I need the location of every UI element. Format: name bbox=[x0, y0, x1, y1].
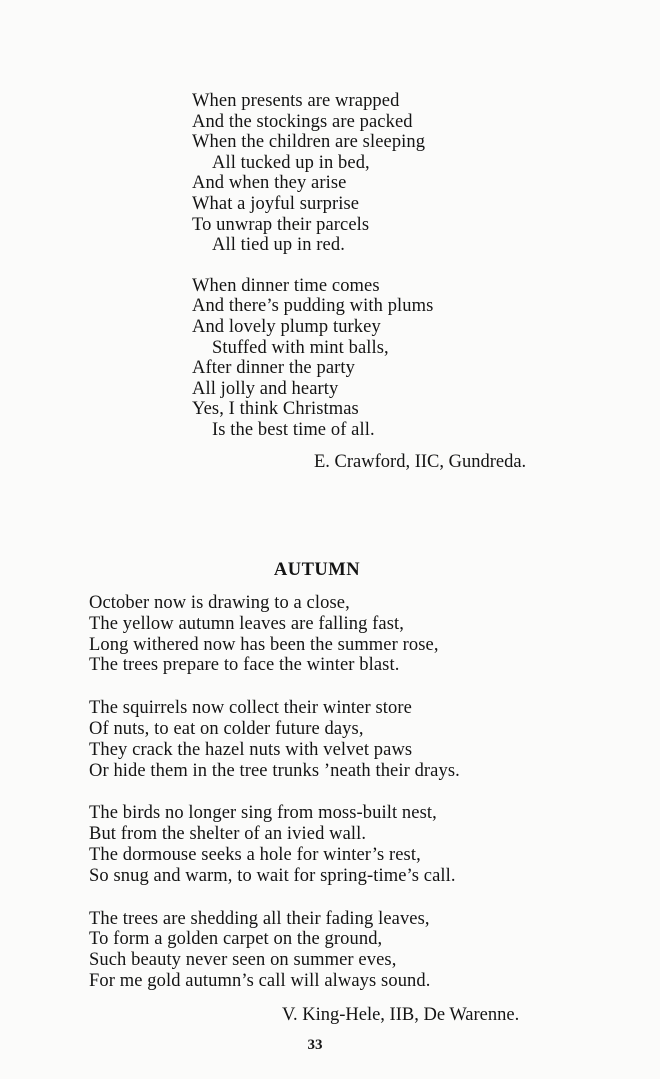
poem-line: The trees prepare to face the winter blast. bbox=[89, 655, 400, 676]
page-number: 33 bbox=[307, 1037, 323, 1053]
poem-line: But from the shelter of an ivied wall. bbox=[89, 824, 367, 845]
poem-line: When dinner time comes bbox=[192, 275, 380, 296]
autumn-poem bbox=[89, 593, 609, 992]
poem-stanza bbox=[89, 909, 609, 992]
poem-line: The squirrels now collect their winter store bbox=[89, 698, 412, 719]
poem-line: They crack the hazel nuts with velvet paws bbox=[89, 739, 413, 760]
poem-line: When the children are sleeping bbox=[192, 132, 426, 153]
poem-line: The dormouse seeks a hole for winter’s rest, bbox=[89, 844, 421, 865]
poem-line: October now is drawing to a close, bbox=[89, 593, 350, 613]
poem-stanza bbox=[192, 91, 582, 256]
poem-stanza bbox=[192, 276, 582, 441]
christmas-poem bbox=[192, 91, 582, 441]
poem-line: All jolly and hearty bbox=[192, 378, 339, 399]
poem-line: So snug and warm, to wait for spring-time’s call. bbox=[89, 865, 456, 886]
poem-line: Or hide them in the tree trunks ’neath their drays. bbox=[89, 760, 460, 781]
poem-line: When presents are wrapped bbox=[192, 91, 400, 111]
poem-line: All tucked up in bed, bbox=[212, 152, 370, 173]
poem-line: For me gold autumn’s call will always sound. bbox=[89, 970, 431, 991]
poem-line: And there’s pudding with plums bbox=[192, 296, 434, 317]
poem-line: Of nuts, to eat on colder future days, bbox=[89, 718, 364, 739]
poem-line: And lovely plump turkey bbox=[192, 316, 381, 337]
poem-line: And when they arise bbox=[192, 173, 347, 194]
poem-stanza bbox=[89, 698, 609, 781]
poem-line: The trees are shedding all their fading leaves, bbox=[89, 908, 430, 929]
poem-line: Stuffed with mint balls, bbox=[212, 337, 389, 358]
poem-line: To form a golden carpet on the ground, bbox=[89, 929, 383, 950]
poem-line: After dinner the party bbox=[192, 358, 355, 379]
poem-line: To unwrap their parcels bbox=[192, 214, 370, 235]
poem-line: And the stockings are packed bbox=[192, 111, 413, 132]
poem-line: What a joyful surprise bbox=[192, 193, 360, 214]
poem-stanza bbox=[89, 593, 609, 676]
poem-line: Is the best time of all. bbox=[212, 419, 375, 440]
poem-line: Long withered now has been the summer rose, bbox=[89, 634, 439, 655]
poem-line: The birds no longer sing from moss-built nest, bbox=[89, 803, 437, 824]
poem-attribution: V. King-Hele, IIB, De Warenne. bbox=[282, 1005, 520, 1025]
poem-line: Such beauty never seen on summer eves, bbox=[89, 950, 397, 971]
poem-line: All tied up in red. bbox=[212, 235, 345, 256]
poem-title: AUTUMN bbox=[273, 560, 361, 580]
poem-line: Yes, I think Christmas bbox=[192, 399, 359, 420]
poem-stanza bbox=[89, 803, 609, 886]
poem-line: The yellow autumn leaves are falling fast, bbox=[89, 613, 404, 634]
poem-attribution: E. Crawford, IIC, Gundreda. bbox=[314, 452, 527, 472]
